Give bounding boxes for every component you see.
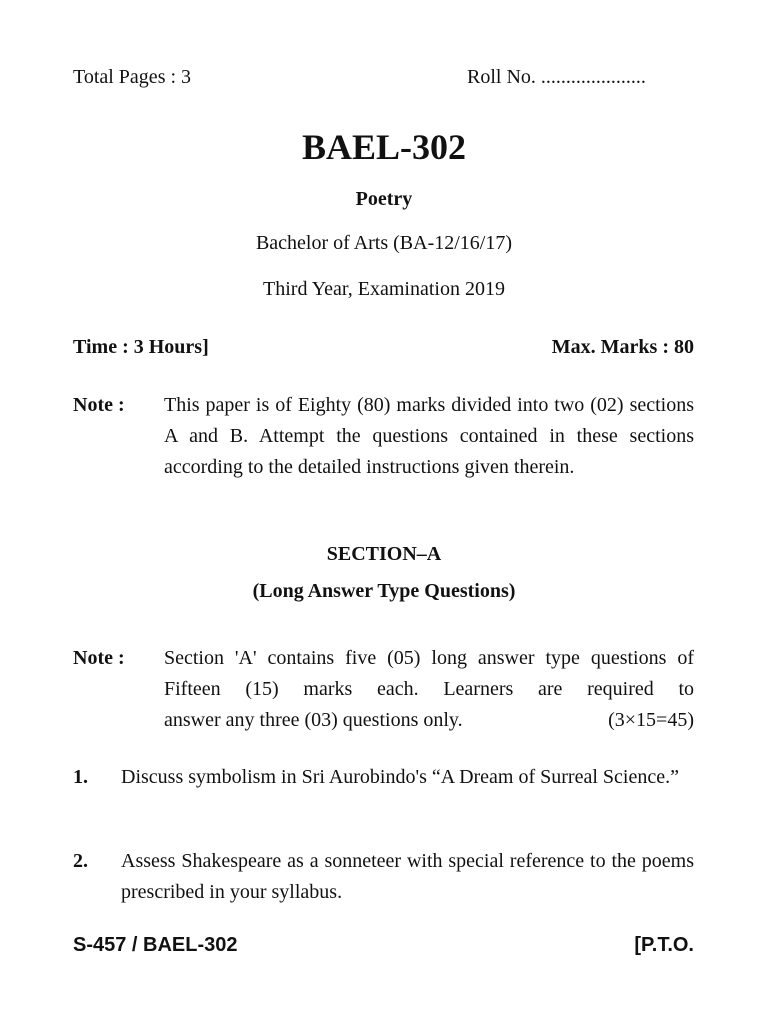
section-a-note-last-line [164,705,694,736]
section-a-heading: SECTION–A [326,543,442,565]
total-pages: Total Pages : 3 [73,66,192,88]
roll-number: Roll No. ..................... [467,66,646,88]
subject-title: Poetry [355,188,413,210]
programme-name: Bachelor of Arts (BA-12/16/17) [255,232,513,254]
footer-paper-code: S-457 / BAEL-302 [73,934,238,956]
section-a-note-label: Note : [73,647,125,669]
time-allowed: Time : 3 Hours] [73,336,209,358]
please-turn-over: [P.T.O. [634,934,694,956]
question-text: Discuss symbolism in Sri Aurobindo's “A Dream of Surreal Science.” [121,766,679,788]
section-a-note-text: Section 'A' contains five (05) long answer type questions of Fifteen (15) marks each. Learners are required to [164,647,694,700]
paper-code-title: BAEL-302 [301,127,467,167]
page-footer [73,934,694,957]
general-note-label: Note : [73,394,125,416]
max-marks: Max. Marks : 80 [551,336,694,358]
question-number: 2. [73,850,88,872]
exam-year: Third Year, Examination 2019 [263,278,505,300]
question-number: 1. [73,766,88,788]
question-text: Assess Shakespeare as a sonneteer with special reference to the poems prescribed in your syllabus. [121,850,694,903]
section-a-note-instruction: answer any three (03) questions only. [164,709,463,731]
section-a-subheading: (Long Answer Type Questions) [252,580,516,602]
general-note-text: This paper is of Eighty (80) marks divided into two (02) sections A and B. Attempt the questions contained in these sections according to the detailed instructions given therein. [164,394,694,478]
section-a-marks-distribution: (3×15=45) [608,709,694,731]
section-a-note [164,643,694,736]
time-marks-row [73,336,694,359]
